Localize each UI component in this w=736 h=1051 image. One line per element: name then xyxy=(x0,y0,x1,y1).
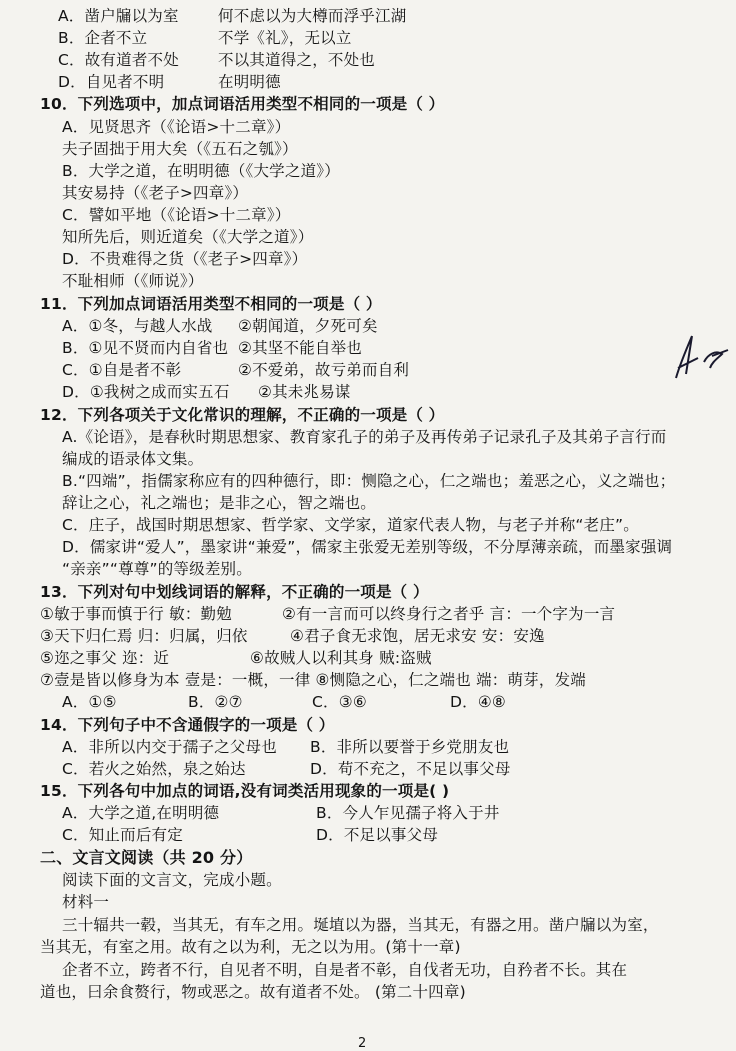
line-segment: A.《论语》，是春秋时期思想家、教育家孔子的弟子及再传弟子记录孔子及其弟子言行而 xyxy=(62,428,667,446)
line-segment: D．自见者不明 xyxy=(58,73,165,91)
line-segment: C．①自是者不彰 xyxy=(62,361,182,379)
line-segment: ⑦壹是皆以修身为本 壹是：一概，一律 ⑧恻隐之心，仁之端也 端：萌芽，发端 xyxy=(40,671,586,689)
line-segment: ②不爱弟，故亏弟而自利 xyxy=(238,361,410,379)
line-segment: ②其坚不能自举也 xyxy=(238,339,362,357)
line-segment: 三十辐共一毂，当其无，有车之用。埏埴以为器，当其无，有器之用。凿户牖以为室， xyxy=(62,916,659,934)
line-segment: ⑥故贼人以利其身 贼:盗贼 xyxy=(250,649,432,667)
line-segment: 11．下列加点词语活用类型不相同的一项是（ ） xyxy=(40,295,382,313)
line-segment: ②朝闻道，夕死可矣 xyxy=(238,317,378,335)
line-segment: 不耻相师（《师说》） xyxy=(62,272,204,290)
line-segment: C．故有道者不处 xyxy=(58,51,179,69)
line-segment: 13．下列对句中划线词语的解释，不正确的一项是（ ） xyxy=(40,583,429,601)
line-segment: B．大学之道，在明明德（《大学之道》） xyxy=(62,162,340,180)
line-segment: “亲亲”“尊尊”的等级差别。 xyxy=(62,560,252,578)
line-segment: ⑤迩之事父 迩：近 xyxy=(40,649,170,667)
line-segment: C．③⑥ xyxy=(312,693,367,711)
line-segment: B.“四端”，指儒家称应有的四种德行，即：恻隐之心，仁之端也；羞恶之心，义之端也； xyxy=(62,472,676,490)
line-segment: 企者不立，跨者不行，自见者不明，自是者不彰，自伐者无功，自矜者不长。其在 xyxy=(62,961,628,979)
line-segment: 12．下列各项关于文化常识的理解，不正确的一项是（ ） xyxy=(40,406,445,424)
line-segment: C．庄子，战国时期思想家、哲学家、文学家，道家代表人物，与老子并称“老庄”。 xyxy=(62,516,639,534)
line-segment: 当其无，有室之用。故有之以为利，无之以为用。(第十一章) xyxy=(40,938,461,956)
line-segment: A．①冬，与越人水战 xyxy=(62,317,213,335)
line-segment: D．④⑧ xyxy=(450,693,507,711)
line-segment: ④君子食无求饱，居无求安 安：安逸 xyxy=(290,627,545,645)
line-segment: A．凿户牖以为室 xyxy=(58,7,179,25)
line-segment: 知所先后，则近道矣（《大学之道》） xyxy=(62,228,314,246)
line-segment: 辞让之心，礼之端也；是非之心，智之端也。 xyxy=(62,494,377,512)
line-segment: D．①我树之成而实五石 xyxy=(62,383,230,401)
line-segment: A．非所以内交于孺子之父母也 xyxy=(62,738,277,756)
page-number: 2 xyxy=(358,1036,367,1051)
pen-signature-icon xyxy=(668,328,734,388)
line-segment: A．见贤思齐（《论语>十二章》） xyxy=(62,118,291,136)
line-segment: 道也，曰余食赘行，物或恶之。故有道者不处。 (第二十四章) xyxy=(40,983,466,1001)
line-segment: ①敏于事而慎于行 敏：勤勉 xyxy=(40,605,232,623)
line-segment: 10．下列选项中，加点词语活用类型不相同的一项是（ ） xyxy=(40,95,445,113)
line-segment: ③天下归仁焉 归：归属，归依 xyxy=(40,627,248,645)
line-segment: 其安易持（《老子>四章》） xyxy=(62,184,249,202)
line-segment: ②其未兆易谋 xyxy=(258,383,351,401)
line-segment: C．譬如平地（《论语>十二章》） xyxy=(62,206,291,224)
line-segment: B．①见不贤而内自省也 xyxy=(62,339,229,357)
line-segment: D．儒家讲“爱人”，墨家讲“兼爱”，儒家主张爱无差别等级，不分厚薄亲疏，而墨家强调 xyxy=(62,538,673,556)
line-segment: 何不虑以为大樽而浮乎江湖 xyxy=(218,7,407,25)
line-segment: 15．下列各句中加点的词语,没有词类活用现象的一项是( ) xyxy=(40,782,450,800)
line-segment: D．不贵难得之货（《老子>四章》） xyxy=(62,250,308,268)
line-segment: B．②⑦ xyxy=(188,693,243,711)
line-segment: B．企者不立 xyxy=(58,29,148,47)
line-segment: B．今人乍见孺子将入于井 xyxy=(316,804,500,822)
line-segment: ②有一言而可以终身行之者乎 言：一个字为一言 xyxy=(282,605,616,623)
line-segment: 不以其道得之，不处也 xyxy=(218,51,376,69)
line-segment: 编成的语录体文集。 xyxy=(62,450,204,468)
line-segment: A．大学之道,在明明德 xyxy=(62,804,220,822)
line-segment: C．若火之始然，泉之始达 xyxy=(62,760,246,778)
line-segment: 阅读下面的文言文，完成小题。 xyxy=(62,871,282,889)
line-segment: 材料一 xyxy=(62,893,110,911)
line-segment: C．知止而后有定 xyxy=(62,826,183,844)
line-segment: 夫子固拙于用大矣（《五石之瓠》） xyxy=(62,140,298,158)
line-segment: 在明明德 xyxy=(218,73,281,91)
line-segment: D．不足以事父母 xyxy=(316,826,439,844)
line-segment: D．苟不充之，不足以事父母 xyxy=(310,760,511,778)
line-segment: A．①⑤ xyxy=(62,693,117,711)
line-segment: B．非所以要誉于乡党朋友也 xyxy=(310,738,510,756)
line-segment: 不学《礼》，无以立 xyxy=(218,29,352,47)
line-segment: 14．下列句子中不含通假字的一项是（ ） xyxy=(40,716,335,734)
line-segment: 二、文言文阅读（共 20 分） xyxy=(40,848,253,867)
